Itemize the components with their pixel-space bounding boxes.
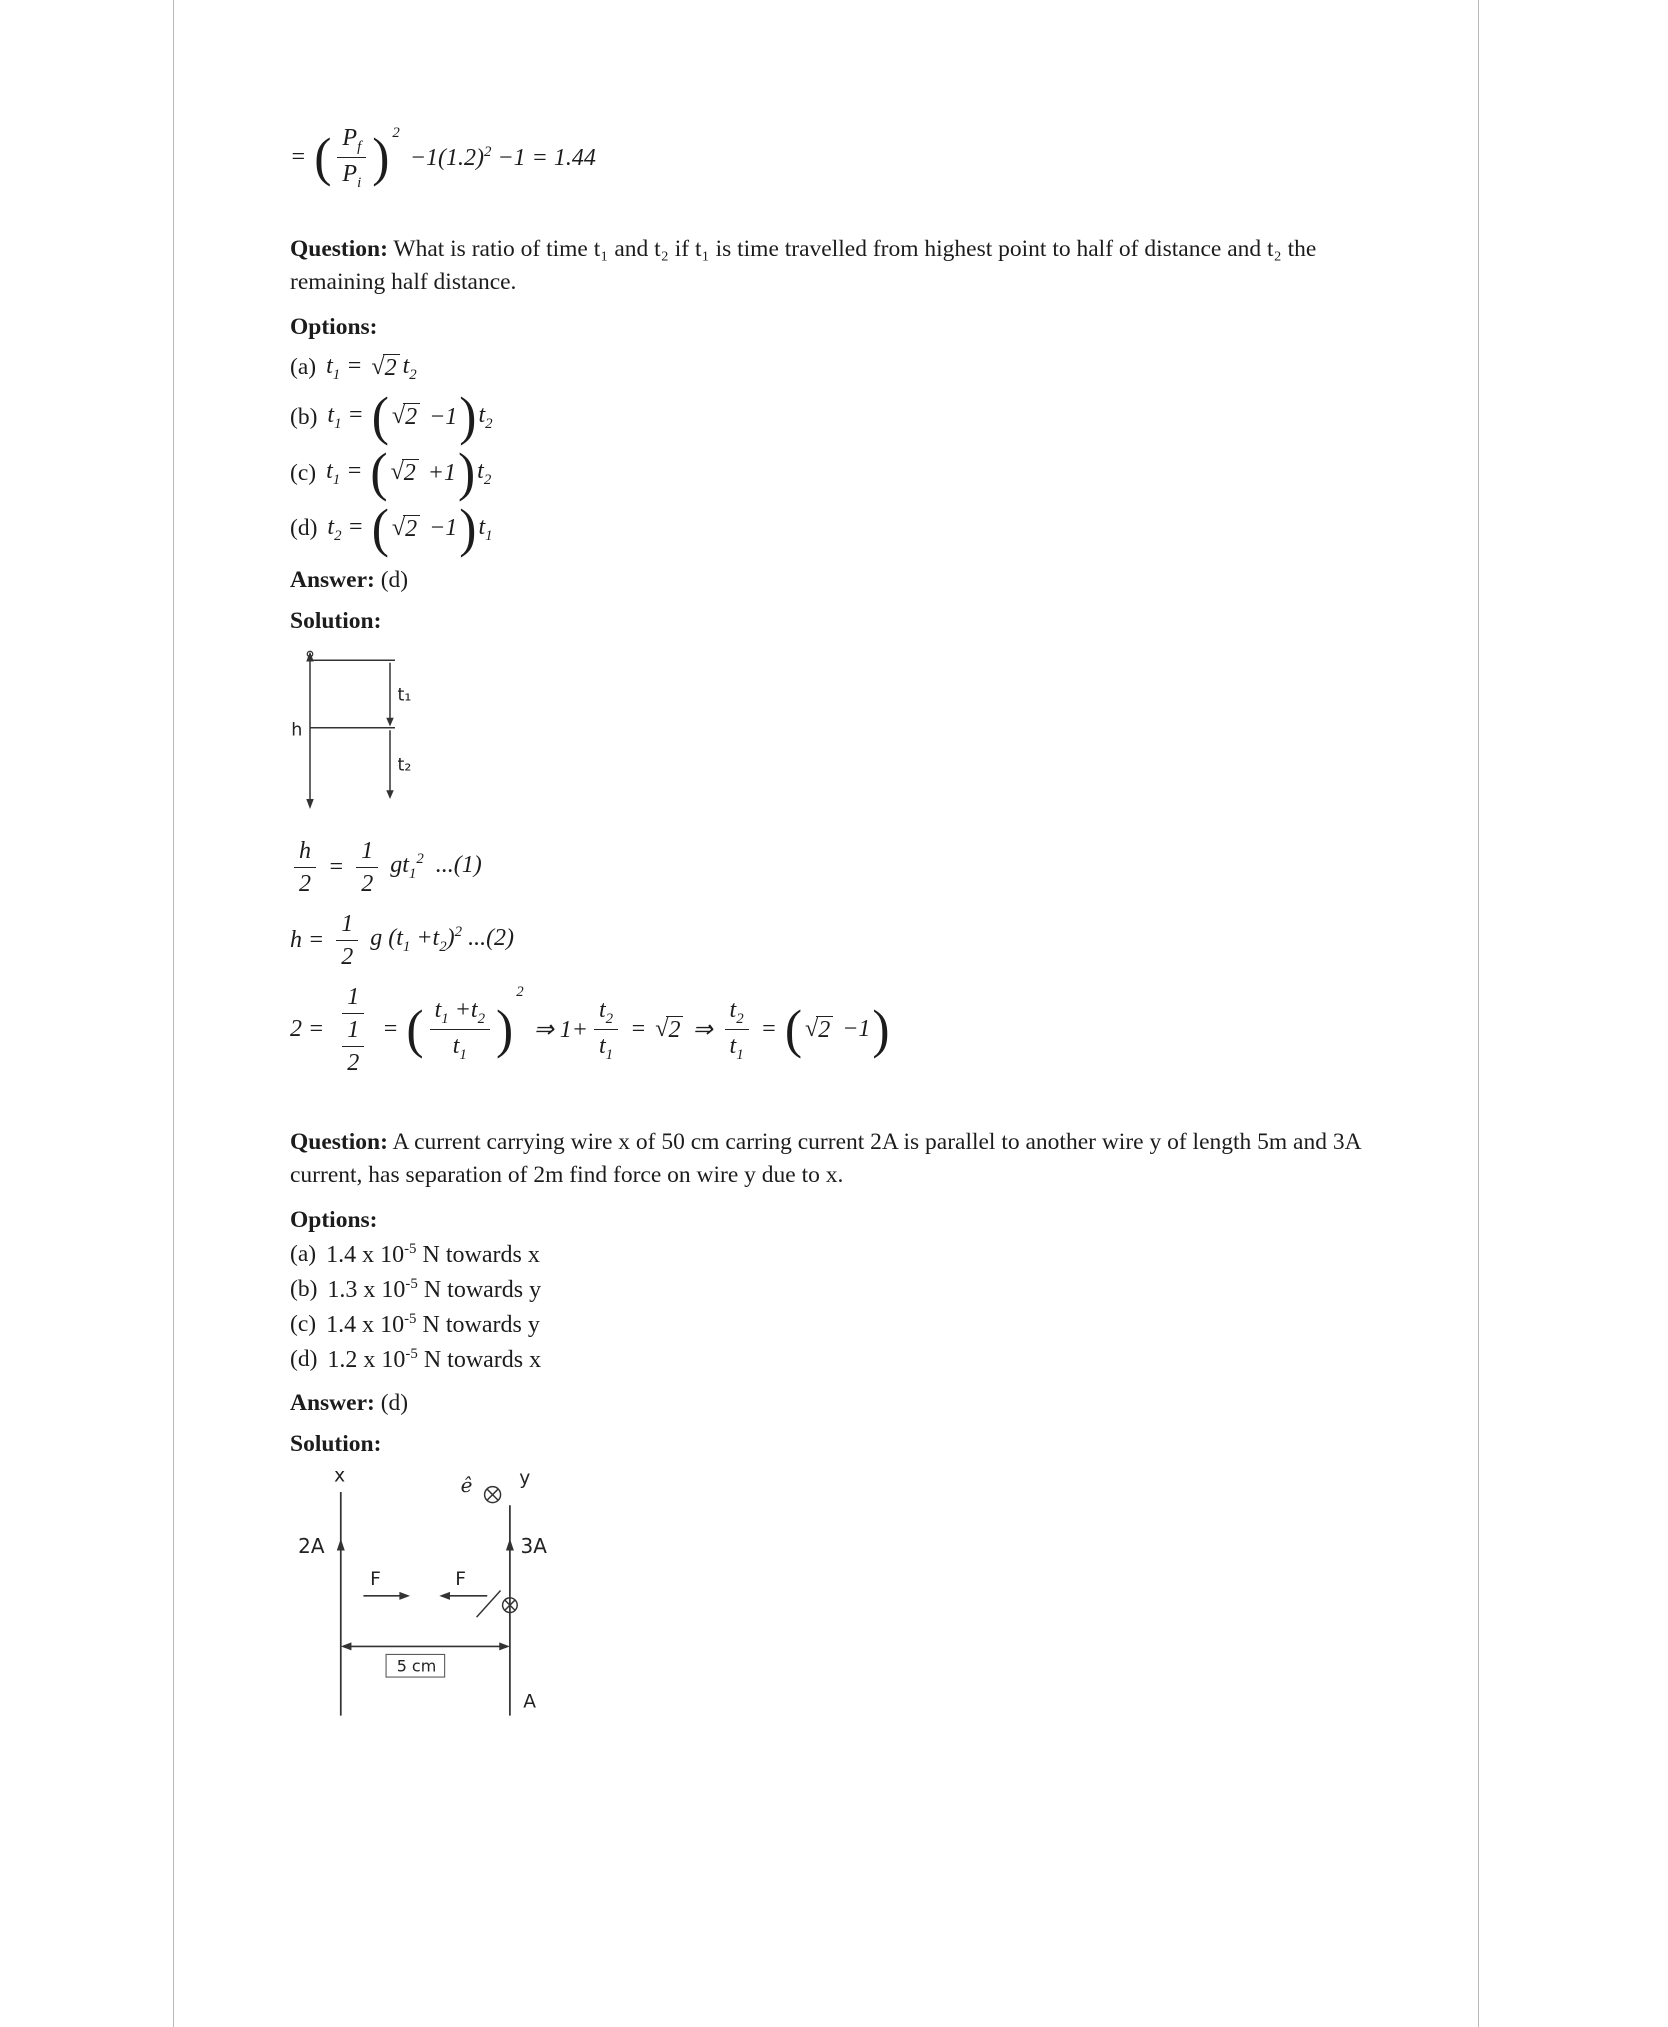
area-label: A <box>523 1691 536 1713</box>
force-left-label: F <box>370 1568 381 1590</box>
diagonal-tick <box>477 1590 501 1617</box>
force-right-arrow-head <box>439 1591 450 1599</box>
option-formula: 1.2 x $10^{-5}$ N towards x <box>327 1345 542 1373</box>
option-row <box>290 386 1365 447</box>
option-formula: $t_1$ = ( √ 2 +1 ) $t_2$ <box>326 442 492 503</box>
equation-line-top: = ( $\frac{P_f}{P_i}$ ) 2 $-1(1.2)^2 -1 = 1.44$ <box>290 125 596 192</box>
question-1-options <box>290 352 1365 559</box>
height-arrow-down <box>306 799 314 809</box>
question-label: Question: <box>290 1128 388 1155</box>
separation-arrow-right <box>499 1642 510 1650</box>
answer-value: (d) <box>380 566 409 593</box>
question-body: What is ratio of time t₁ and t₂ if t₁ is time travelled from highest point to half of distance and t₂ the remaining half distance. <box>290 235 1317 296</box>
separation-arrow-left <box>341 1642 352 1650</box>
answer-line <box>290 567 1365 594</box>
answer-label: Answer: <box>290 1389 375 1416</box>
question-body: A current carrying wire x of 50 cm carring current 2A is parallel to another wire y of length 5m and 3A current, has separation of 2m find force on wire y due to x. <box>290 1128 1361 1189</box>
solution-label: Solution: <box>290 607 382 634</box>
option-label: (a) <box>290 354 317 381</box>
option-formula: 1.3 x $10^{-5}$ N towards y <box>327 1275 542 1303</box>
equation-line-2: h = $\frac{1}{2}$ g $(t_1 +t_2)^2$ ...(2) <box>290 910 515 970</box>
answer-value: (d) <box>380 1389 409 1416</box>
question-2-text <box>290 1126 1365 1193</box>
option-label: (c) <box>290 1311 317 1338</box>
current-x-arrow <box>337 1538 345 1550</box>
current-x-label: 2A <box>298 1533 325 1558</box>
force-left-arrow-head <box>399 1591 410 1599</box>
option-row <box>290 1311 1365 1339</box>
question-label: Question: <box>290 235 388 262</box>
option-label: (c) <box>290 459 317 486</box>
question-1-solution <box>290 836 1365 1078</box>
unit-vector-label: ê <box>460 1472 473 1497</box>
options-label: Options: <box>290 313 378 340</box>
option-row <box>290 1241 1365 1269</box>
option-label: (a) <box>290 1241 317 1268</box>
option-row <box>290 498 1365 559</box>
answer-label: Answer: <box>290 566 375 593</box>
separation-label: 5 cm <box>396 1656 437 1676</box>
option-label: (b) <box>290 1276 318 1303</box>
option-row <box>290 353 1365 384</box>
page-margin-line-right <box>1478 0 1479 2027</box>
question-2-section <box>290 1126 1365 1726</box>
answer-line <box>290 1390 1365 1417</box>
option-row <box>290 1346 1365 1374</box>
height-label: h <box>291 720 303 741</box>
option-label: (b) <box>290 403 318 430</box>
options-label: Options: <box>290 1206 378 1233</box>
diagram-parallel-wires <box>290 1468 1365 1726</box>
question-1-text <box>290 233 1365 300</box>
force-right-label: F <box>455 1568 467 1590</box>
current-y-arrow <box>506 1538 514 1550</box>
current-y-label: 3A <box>520 1533 547 1558</box>
wire-y-label: y <box>519 1467 531 1489</box>
option-label: (d) <box>290 1346 318 1373</box>
page-margin-line-left <box>173 0 174 2027</box>
wire-x-label: x <box>334 1467 346 1486</box>
free-fall-figure <box>290 645 440 813</box>
t2-label: t₂ <box>397 755 412 776</box>
t2-arrow-head <box>386 790 394 799</box>
parallel-wires-figure <box>290 1468 570 1721</box>
equation-line-1: $\frac{h}{2}$ = $\frac{1}{2}$ $gt_1^2$ ...(1) <box>290 836 1365 899</box>
option-formula: $t_2$ = ( √ 2 −1 ) $t_1$ <box>327 498 493 559</box>
option-formula: 1.4 x $10^{-5}$ N towards y <box>326 1310 540 1338</box>
t1-label: t₁ <box>397 685 412 706</box>
option-label: (d) <box>290 515 318 542</box>
option-formula: $t_1$ = ( √ 2 −1 ) $t_2$ <box>327 386 493 447</box>
equation-line-3: 2 = $\frac{1}{\frac{1}{2}}$ = ( $\frac{t_1 +t_2}{t_1}$ ) 2 ⇒ 1+ $\frac{t_2}{t_1}$ = √ 2 ⇒ $\frac{t_2}{t_1}$ = ( √ 2 −1 ) <box>290 983 890 1076</box>
option-formula: 1.4 x $10^{-5}$ N towards x <box>326 1240 540 1268</box>
diagram-free-fall <box>290 645 1365 818</box>
document-page <box>290 105 1365 1744</box>
t1-arrow-head <box>386 718 394 727</box>
option-row <box>290 442 1365 503</box>
solution-label: Solution: <box>290 1430 382 1457</box>
option-row <box>290 1276 1365 1304</box>
question-2-options <box>290 1241 1365 1374</box>
option-formula: $t_1$ = √ 2 $t_2$ <box>326 352 417 383</box>
